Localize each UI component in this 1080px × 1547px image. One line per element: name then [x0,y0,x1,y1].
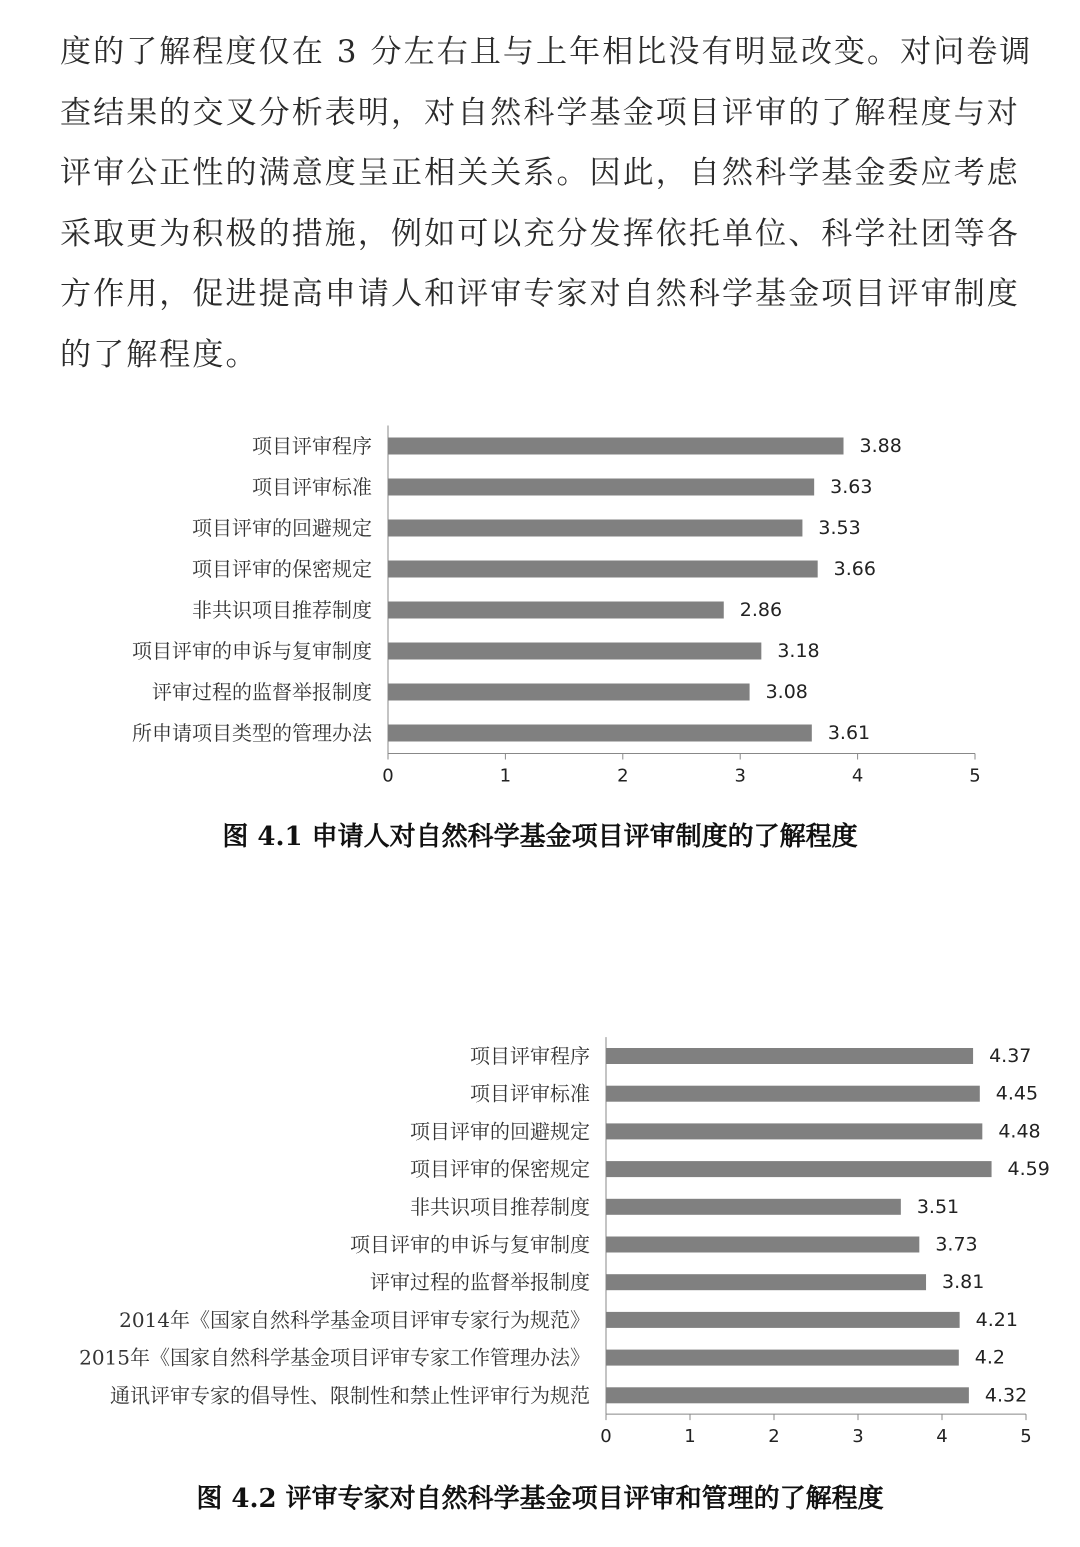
category-label: 项目评审的回避规定 [410,1119,590,1144]
x-tick-label: 5 [969,765,981,787]
value-label: 4.48 [998,1120,1041,1143]
value-label: 3.08 [765,681,808,703]
category-label: 2014年《国家自然科学基金项目评审专家行为规范》 [119,1307,590,1332]
bar [606,1312,960,1328]
chart-1-svg [0,420,1080,800]
x-tick-label: 2 [617,765,629,787]
x-tick-label: 2 [768,1426,780,1448]
x-tick-label: 4 [936,1426,948,1448]
bar [606,1161,992,1177]
bar [388,725,812,742]
value-label: 3.66 [833,558,876,580]
value-label: 4.45 [995,1082,1039,1105]
category-label: 2015年《国家自然科学基金项目评审专家工作管理办法》 [79,1345,590,1370]
bar [388,561,818,578]
x-tick-label: 0 [382,765,394,787]
bar [606,1350,959,1366]
category-label: 项目评审的申诉与复审制度 [132,639,372,663]
bar [388,520,802,537]
value-label: 4.59 [1007,1158,1050,1181]
category-label: 评审过程的监督举报制度 [370,1270,590,1295]
category-label: 评审过程的监督举报制度 [152,680,372,704]
bar [606,1387,969,1403]
category-label: 所申请项目类型的管理办法 [132,721,372,745]
bar [388,602,724,619]
chart-2-svg [0,1030,1080,1460]
bar [606,1199,901,1215]
x-tick-label: 5 [1020,1426,1032,1448]
chart-reviewer-understanding [0,1030,1080,1460]
bar [606,1237,919,1253]
chart-applicant-understanding [0,420,1080,800]
value-label: 2.86 [739,599,783,621]
bar [606,1086,980,1102]
category-label: 项目评审标准 [470,1081,590,1106]
bar [388,438,844,455]
category-label: 项目评审的回避规定 [192,516,372,540]
bar [606,1123,982,1139]
x-tick-label: 0 [600,1426,612,1448]
bar [388,684,750,701]
x-tick-label: 1 [684,1426,696,1448]
x-tick-label: 1 [499,765,512,787]
x-tick-label: 4 [851,765,864,787]
value-label: 4.37 [989,1045,1032,1067]
bar [606,1274,926,1290]
category-label: 项目评审的申诉与复审制度 [350,1232,590,1257]
category-label: 非共识项目推荐制度 [410,1194,590,1219]
value-label: 3.81 [942,1271,985,1294]
category-label: 项目评审程序 [252,434,372,458]
value-label: 4.2 [974,1346,1006,1369]
category-label: 项目评审标准 [252,475,372,499]
x-tick-label: 3 [852,1426,864,1448]
category-label: 项目评审的保密规定 [192,557,372,581]
bar [606,1048,973,1064]
category-label: 通讯评审专家的倡导性、限制性和禁止性评审行为规范 [110,1383,590,1408]
value-label: 3.18 [777,640,820,662]
category-label: 非共识项目推荐制度 [192,598,372,622]
chart-1-caption: 图 4.1 申请人对自然科学基金项目评审制度的了解程度 [222,822,858,852]
value-label: 3.88 [859,435,902,457]
category-label: 项目评审程序 [470,1044,590,1068]
value-label: 4.32 [984,1384,1028,1407]
value-label: 3.73 [935,1233,978,1256]
value-label: 3.51 [916,1195,960,1218]
value-label: 3.61 [827,722,871,744]
category-label: 项目评审的保密规定 [410,1157,590,1182]
bar [388,643,761,660]
value-label: 4.21 [975,1308,1018,1331]
x-tick-label: 3 [734,765,746,787]
value-label: 3.53 [818,517,861,539]
chart-2-caption: 图 4.2 评审专家对自然科学基金项目评审和管理的了解程度 [196,1484,884,1514]
bar [388,479,814,496]
value-label: 3.63 [830,476,873,498]
body-paragraph: 度的了解程度仅在 3 分左右且与上年相比没有明显改变。对问卷调查结果的交叉分析表明，对自然科学基金项目评审的了解程度与对评审公正性的满意度呈正相关关系。因此，自然科学基金委应考虑采取更为积极的措施，例如可以充分发挥依托单位、科学社团等各方作用，促进提高申请人和评审专家对自然科学基金项目评审制度的了解程度。 [60,34,1033,373]
